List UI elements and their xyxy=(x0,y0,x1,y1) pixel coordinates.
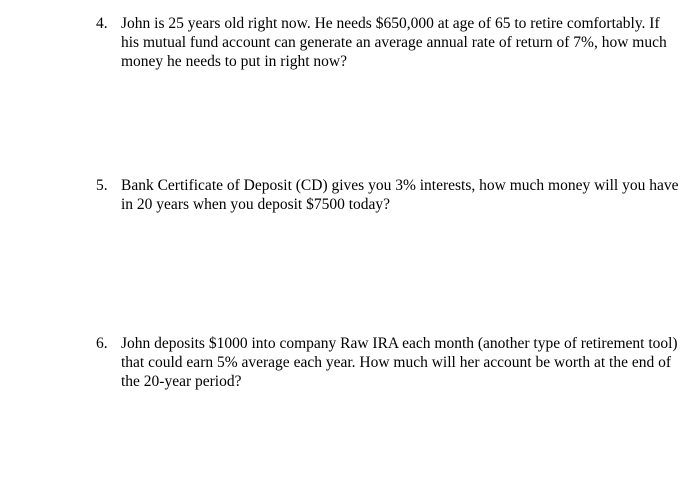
question-number: 6. xyxy=(96,335,108,352)
question-number: 4. xyxy=(96,15,108,32)
question-line: John deposits $1000 into company Raw IRA each month (another type of retirement tool) xyxy=(121,335,678,352)
question-text xyxy=(121,176,686,214)
question-line: his mutual fund account can generate an average annual rate of return of 7%, how much xyxy=(121,34,667,51)
question-number: 5. xyxy=(96,177,108,194)
question-text xyxy=(121,14,686,71)
question-line: in 20 years when you deposit $7500 today? xyxy=(121,196,391,213)
question-line: Bank Certificate of Deposit (CD) gives you 3% interests, how much money will you have xyxy=(121,177,679,194)
question-text xyxy=(121,334,686,391)
question-line: that could earn 5% average each year. How much will her account be worth at the end of xyxy=(121,354,672,371)
question-line: the 20-year period? xyxy=(121,373,242,390)
question-line: John is 25 years old right now. He needs $650,000 at age of 65 to retire comfortably. If xyxy=(121,15,660,32)
question-line: money he needs to put in right now? xyxy=(121,53,347,70)
